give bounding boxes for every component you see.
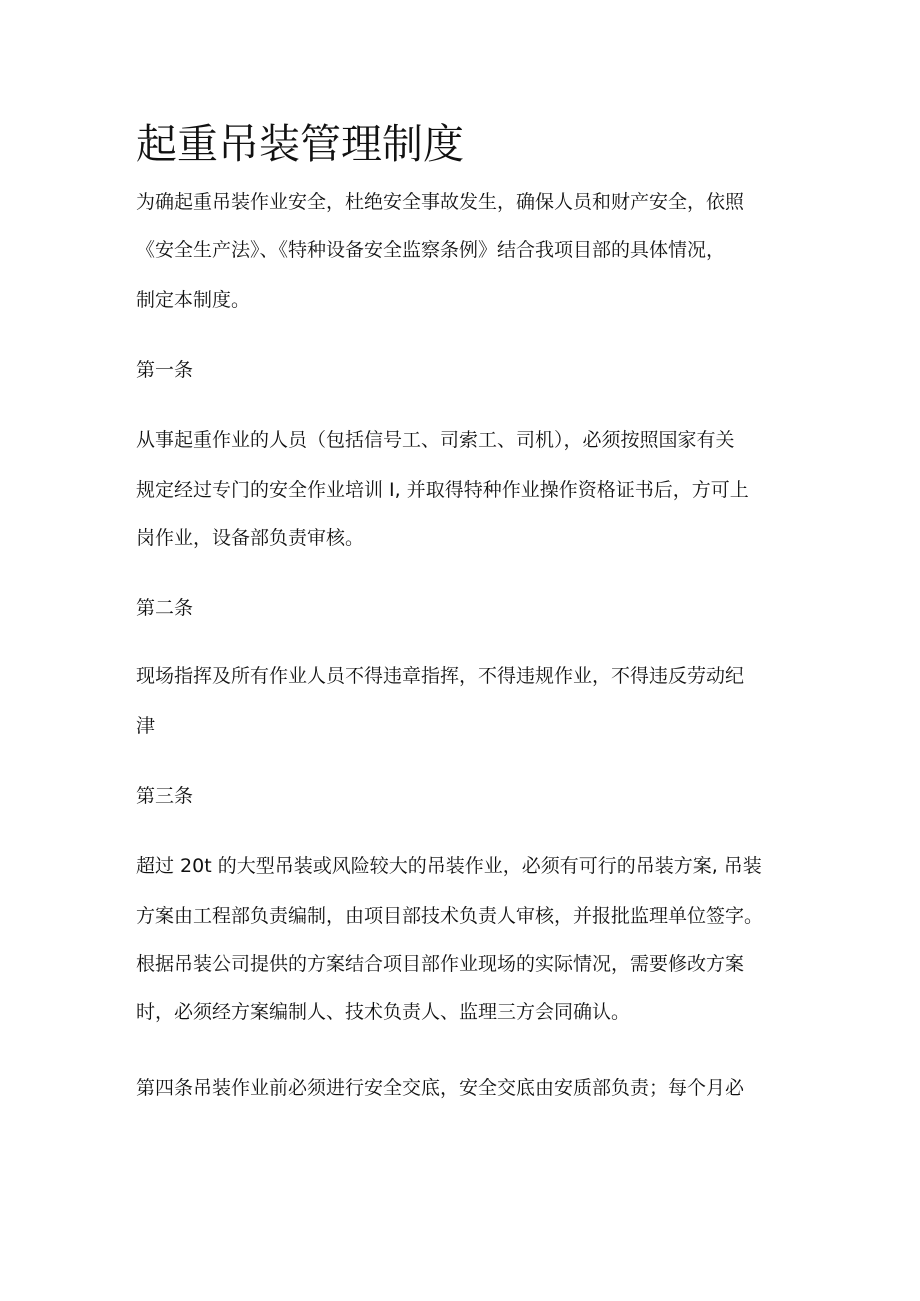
article-3-heading: 第三条 [136, 785, 194, 807]
article-1-line-2: 规定经过专门的安全作业培训 I, 并取得特种作业操作资格证书后，方可上 [136, 479, 749, 501]
intro-line-3: 制定本制度。 [136, 289, 251, 311]
intro-line-1: 为确起重吊装作业安全，杜绝安全事故发生，确保人员和财产安全，依照 [136, 191, 745, 213]
document-title: 起重吊装管理制度 [136, 120, 464, 168]
article-3-line-2: 方案由工程部负责编制，由项目部技术负责人审核，并报批监理单位签字。 [136, 905, 764, 927]
article-4-line-1: 第四条吊装作业前必须进行安全交底，安全交底由安质部负责；每个月必 [136, 1077, 745, 1099]
article-1-line-3: 岗作业，设备部负责审核。 [136, 527, 365, 549]
article-1-line-1: 从事起重作业的人员（包括信号工、司索工、司机），必须按照国家有关 [136, 429, 735, 451]
article-3-line-4: 时，必须经方案编制人、技术负责人、监理三方会同确认。 [136, 1001, 631, 1023]
article-3-line-3: 根据吊装公司提供的方案结合项目部作业现场的实际情况，需要修改方案 [136, 953, 745, 975]
intro-line-2: 《安全生产法》、《特种设备安全监察条例》结合我项目部的具体情况， [136, 239, 726, 261]
article-2-heading: 第二条 [136, 597, 194, 619]
article-3-line-1: 超过 20t 的大型吊装或风险较大的吊装作业，必须有可行的吊装方案, 吊装 [136, 855, 762, 877]
article-2-line-2: 津 [136, 715, 156, 737]
article-2-line-1: 现场指挥及所有作业人员不得违章指挥，不得违规作业，不得违反劳动纪 [136, 665, 745, 687]
article-1-heading: 第一条 [136, 359, 194, 381]
